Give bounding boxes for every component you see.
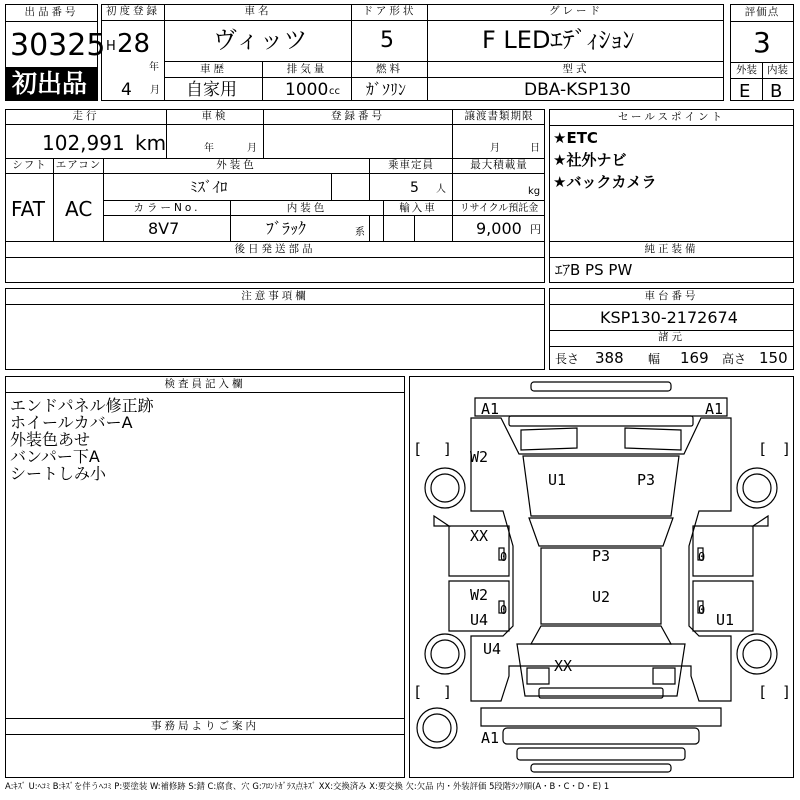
- bracket: [: [413, 440, 423, 458]
- transfer-label: 譲渡書類期限: [464, 110, 534, 122]
- max-load-label: 最大積載量: [470, 159, 528, 171]
- ac-label: エアコン: [55, 159, 102, 171]
- mileage: 102,991: [42, 131, 125, 155]
- shift-label: シフト: [12, 159, 47, 171]
- damage-mark: W2: [470, 448, 489, 466]
- damage-mark: P3: [592, 547, 611, 565]
- recycle-unit: 円: [530, 223, 541, 236]
- damage-mark: A1: [481, 400, 500, 418]
- height-label: 高さ: [722, 352, 747, 366]
- mileage-unit: km: [135, 131, 167, 155]
- fuel: ｶﾞｿﾘﾝ: [366, 80, 407, 99]
- model-label: 型式: [562, 63, 590, 75]
- model: DBA-KSP130: [524, 80, 631, 100]
- damage-mark: U4: [483, 640, 502, 658]
- sales-points-label: セールスポイント: [617, 111, 726, 123]
- damage-mark: U1: [716, 611, 735, 629]
- exterior-grade: E: [739, 81, 751, 102]
- recycle-fee: 9,000: [476, 219, 522, 238]
- damage-mark: U1: [548, 471, 567, 489]
- inspector-line: 外装色あせ: [10, 430, 91, 449]
- damage-mark: XX: [554, 657, 573, 675]
- car-name: ヴィッツ: [213, 26, 308, 54]
- legend: A:ｷｽﾞ U:ﾍｺﾐ B:ｷｽﾞを伴うﾍｺﾐ P:要塗装 W:補修跡 S:錆 C:腐食、穴 G:ﾌﾛﾝﾄｶﾞﾗｽ点ｷｽﾞ XX:交換済み X:要交換 欠:欠品 内・外装評価 5段階ﾗﾝｸ順(A・B・C・D・E) 1: [5, 781, 610, 791]
- reg-year-unit: 年: [149, 62, 159, 73]
- damage-mark: P3: [637, 471, 656, 489]
- chassis-label: 車台番号: [644, 290, 699, 302]
- reg-month-unit: 月: [150, 85, 160, 96]
- zero-mark: 0: [698, 603, 706, 617]
- notes-box: [5, 288, 545, 370]
- inspection-label: 車検: [201, 110, 229, 122]
- sales-point-item: ★ETC: [553, 129, 598, 147]
- genuine-equipment: ｴｱB PS PW: [555, 261, 633, 279]
- inspector-line: エンドパネル修正跡: [10, 396, 154, 415]
- first-listing-text: 初出品: [12, 69, 88, 98]
- capacity-label: 乗車定員: [388, 159, 434, 171]
- inspection-year-unit: 年: [204, 143, 214, 154]
- length: 388: [595, 349, 624, 367]
- zero-mark: 0: [698, 550, 706, 564]
- import-label: 輸入車: [399, 202, 437, 214]
- inspection-month-unit: 月: [247, 143, 257, 154]
- mileage-label: 走行: [72, 110, 100, 122]
- chassis-box: [549, 288, 794, 370]
- dims-label: 諸元: [658, 331, 685, 343]
- genuine-label: 純正装備: [644, 243, 699, 255]
- exterior-grade-label: 外装: [736, 64, 757, 76]
- bracket: ]: [443, 440, 453, 458]
- displacement-unit: cc: [329, 86, 340, 97]
- score-box: [730, 4, 794, 101]
- notes-label: 注意事項欄: [241, 290, 309, 302]
- chassis-number: KSP130-2172674: [600, 308, 738, 327]
- sales-point-item: ★社外ナビ: [553, 151, 627, 169]
- zero-mark: 0: [500, 550, 508, 564]
- shift: FAT: [11, 197, 46, 221]
- car-diagram: [409, 376, 794, 778]
- lot-number: 30325: [10, 28, 106, 63]
- exterior-color-label: 外装色: [216, 159, 257, 171]
- capacity: 5: [410, 180, 419, 196]
- grade-label: グレード: [549, 5, 603, 17]
- grade: F LEDｴﾃﾞｨｼｮﾝ: [482, 26, 635, 54]
- transfer-day-unit: 日: [530, 143, 540, 154]
- reg-month: 4: [121, 80, 132, 100]
- ac: AC: [65, 197, 93, 221]
- interior-color-label: 内装色: [286, 202, 328, 214]
- door-label: ドア形状: [362, 5, 417, 17]
- sales-point-item: ★バックカメラ: [553, 173, 657, 191]
- bracket: [: [758, 440, 768, 458]
- doors: 5: [380, 28, 394, 53]
- inspector-box: [5, 376, 405, 719]
- bracket: [: [758, 683, 768, 701]
- zero-mark: 0: [500, 603, 508, 617]
- reg-era: H: [106, 39, 116, 54]
- interior-color: ﾌﾞﾗｯｸ: [266, 219, 307, 238]
- damage-mark: U2: [592, 588, 611, 606]
- bracket: ]: [443, 683, 453, 701]
- bracket: ]: [782, 683, 792, 701]
- width: 169: [680, 349, 709, 367]
- interior-grade: B: [770, 81, 783, 102]
- damage-mark: XX: [470, 527, 489, 545]
- color-no: 8V7: [148, 219, 180, 238]
- damage-mark: A1: [705, 400, 724, 418]
- inspector-line: ホイールカバーA: [10, 413, 133, 432]
- length-label: 長さ: [555, 352, 580, 366]
- genuine-box: [549, 241, 794, 283]
- car-name-label: 車名: [244, 5, 272, 17]
- recycle-label: リサイクル預託金: [459, 203, 539, 214]
- history-label: 車歴: [200, 63, 227, 75]
- bracket: [: [413, 683, 423, 701]
- displacement-label: 排気量: [286, 63, 328, 75]
- bracket: ]: [782, 440, 792, 458]
- reg-year: 28: [117, 29, 151, 59]
- plate-label: 登録番号: [331, 110, 385, 122]
- lot-box: [5, 4, 106, 101]
- damage-mark: W2: [470, 586, 489, 604]
- width-label: 幅: [648, 352, 661, 366]
- later-parts-label: 後日発送部品: [234, 243, 316, 255]
- max-load-unit: kg: [528, 186, 541, 197]
- sales-points-box: [549, 109, 794, 242]
- capacity-unit: 人: [436, 184, 446, 195]
- displacement: 1000: [285, 80, 329, 100]
- score-label: 評価点: [744, 6, 780, 18]
- score: 3: [753, 26, 771, 59]
- damage-mark: A1: [481, 729, 500, 747]
- color-no-label: カラーNo.: [133, 202, 201, 214]
- interior-color-unit: 系: [355, 227, 365, 238]
- office-label: 事務局よりご案内: [151, 720, 259, 732]
- fuel-label: 燃料: [376, 63, 403, 75]
- inspector-label: 検査員記入欄: [164, 378, 246, 390]
- height: 150: [759, 349, 788, 367]
- transfer-month-unit: 月: [490, 143, 500, 154]
- damage-mark: U4: [470, 611, 489, 629]
- history: 自家用: [186, 80, 237, 100]
- interior-grade-label: 内装: [767, 64, 788, 76]
- lot-label: 出品番号: [24, 6, 79, 18]
- inspector-line: バンパー下A: [10, 447, 100, 466]
- reg-label: 初度登録: [106, 5, 160, 17]
- inspector-line: シートしみ小: [10, 464, 107, 483]
- office-box: [5, 718, 405, 778]
- exterior-color: ﾐｽﾞｲﾛ: [190, 178, 228, 196]
